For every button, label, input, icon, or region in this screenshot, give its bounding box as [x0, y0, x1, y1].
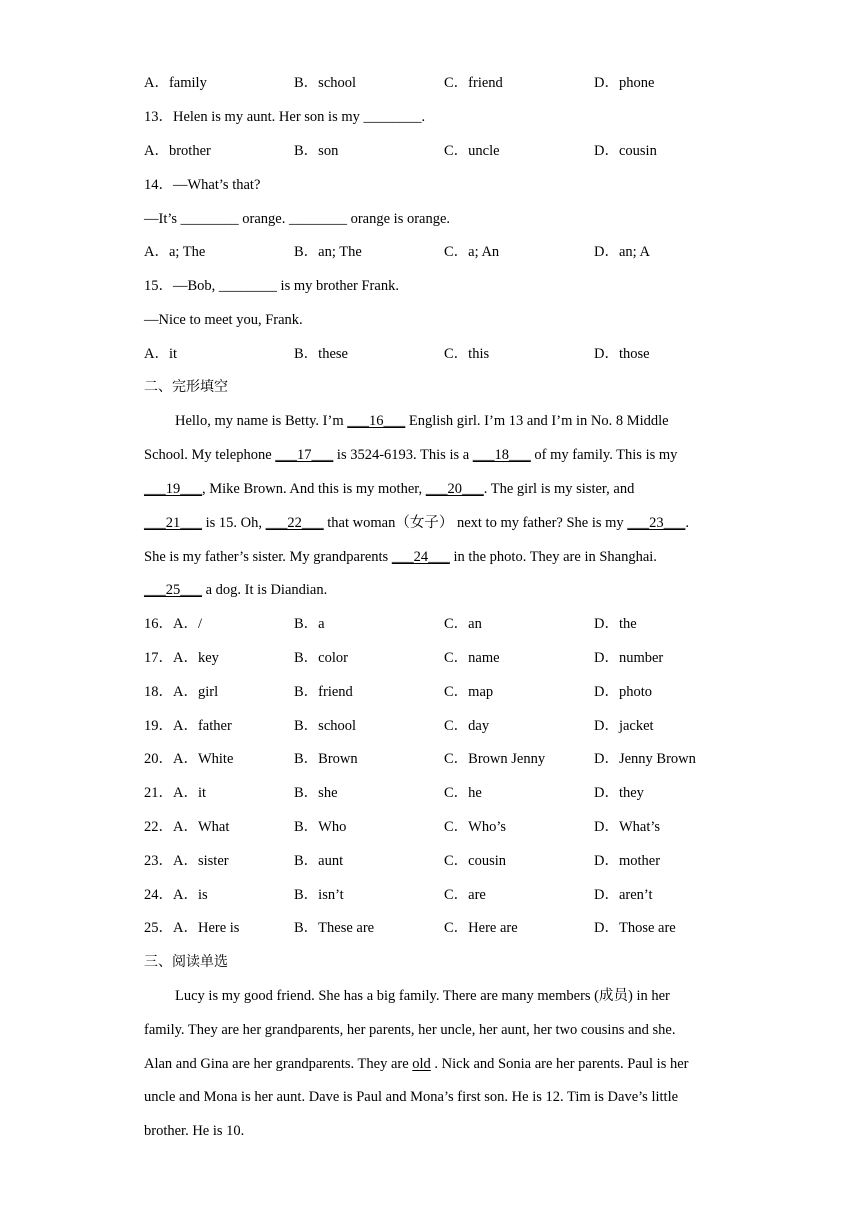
option-a[interactable]: 18．A．girl [144, 684, 219, 700]
option-c[interactable]: C．a; An [444, 244, 500, 260]
option-c[interactable]: C．day [444, 718, 490, 734]
option-a[interactable]: 24．A．is [144, 887, 208, 903]
option-d[interactable]: D．phone [594, 75, 655, 91]
option-b[interactable]: B．an; The [294, 244, 362, 260]
option-b[interactable]: B．son [294, 143, 339, 159]
option-b[interactable]: B．friend [294, 684, 353, 700]
blank-24: ___24___ [391, 549, 450, 565]
option-b[interactable]: B．These are [294, 920, 375, 936]
reading-line-4: uncle and Mona is her aunt. Dave is Paul and Mona’s first son. He is 12. Tim is Dave’s little [144, 1089, 679, 1105]
option-d[interactable]: D．Jenny Brown [594, 751, 696, 767]
blank-18: ___18___ [472, 447, 531, 463]
cloze-line-4: ___21___ is 15. Oh, ___22___ that woman（女子） next to my father? She is my ___23___. [144, 515, 689, 531]
option-d[interactable]: D．those [594, 346, 650, 362]
option-a[interactable]: A．family [144, 75, 207, 91]
option-b[interactable]: B．school [294, 75, 357, 91]
option-d[interactable]: D．cousin [594, 143, 657, 159]
option-b[interactable]: B．Brown [294, 751, 358, 767]
option-d[interactable]: D．photo [594, 684, 652, 700]
option-a[interactable]: 16．A．/ [144, 616, 202, 632]
option-c[interactable]: C．are [444, 887, 486, 903]
option-c[interactable]: C．Here are [444, 920, 518, 936]
option-c[interactable]: C．uncle [444, 143, 500, 159]
q15-stem-2: —Nice to meet you, Frank. [144, 312, 303, 328]
option-b[interactable]: B．aunt [294, 853, 344, 869]
option-c[interactable]: C．Brown Jenny [444, 751, 546, 767]
reading-line-1: Lucy is my good friend. She has a big family. There are many members (成员) in her [175, 988, 670, 1004]
option-d[interactable]: D．an; A [594, 244, 650, 260]
option-d[interactable]: D．Those are [594, 920, 676, 936]
reading-line-3: Alan and Gina are her grandparents. They are old . Nick and Sonia are her parents. Paul is her [144, 1056, 689, 1072]
option-d[interactable]: D．jacket [594, 718, 654, 734]
option-a[interactable]: 21．A．it [144, 785, 207, 801]
option-c[interactable]: C．Who’s [444, 819, 507, 835]
blank-25: ___25___ [144, 582, 202, 598]
blank-19: ___19___ [144, 481, 202, 497]
blank-16: ___16___ [347, 413, 406, 429]
cloze-line-5: She is my father’s sister. My grandparents ___24___ in the photo. They are in Shanghai. [144, 549, 657, 565]
cloze-line-3: ___19___, Mike Brown. And this is my mother, ___20___. The girl is my sister, and [144, 481, 635, 497]
q15-stem: 15．—Bob, ________ is my brother Frank. [144, 278, 399, 294]
cloze-line-6: ___25___ a dog. It is Diandian. [144, 582, 328, 598]
option-d[interactable]: D．What’s [594, 819, 661, 835]
option-b[interactable]: B．she [294, 785, 338, 801]
option-d[interactable]: D．mother [594, 853, 661, 869]
option-b[interactable]: B．Who [294, 819, 347, 835]
q13-stem: 13．Helen is my aunt. Her son is my ________. [144, 109, 426, 125]
option-c[interactable]: C．name [444, 650, 500, 666]
underlined-word-old: old [412, 1056, 431, 1072]
blank-20: ___20___ [425, 481, 484, 497]
option-c[interactable]: C．cousin [444, 853, 507, 869]
option-a[interactable]: A．a; The [144, 244, 206, 260]
cloze-line-2: School. My telephone ___17___ is 3524-6193. This is a ___18___ of my family. This is my [144, 447, 678, 463]
option-a[interactable]: A．it [144, 346, 178, 362]
option-c[interactable]: C．friend [444, 75, 503, 91]
option-a[interactable]: 23．A．sister [144, 853, 229, 869]
option-b[interactable]: B．color [294, 650, 348, 666]
q14-stem: 14．—What’s that? [144, 177, 261, 193]
section-heading-reading: 三、阅读单选 [144, 954, 228, 970]
blank-21: ___21___ [144, 515, 202, 531]
option-a[interactable]: 22．A．What [144, 819, 230, 835]
option-c[interactable]: C．this [444, 346, 490, 362]
option-b[interactable]: B．school [294, 718, 357, 734]
option-b[interactable]: B．these [294, 346, 348, 362]
blank-23: ___23___ [627, 515, 686, 531]
reading-line-5: brother. He is 10. [144, 1123, 245, 1139]
option-d[interactable]: D．number [594, 650, 664, 666]
cloze-line-1: Hello, my name is Betty. I’m ___16___ English girl. I’m 13 and I’m in No. 8 Middle [175, 413, 669, 429]
option-a[interactable]: 20．A．White [144, 751, 234, 767]
option-a[interactable]: 19．A．father [144, 718, 232, 734]
blank-17: ___17___ [275, 447, 334, 463]
q14-stem-2: —It’s ________ orange. ________ orange is orange. [144, 211, 451, 227]
option-c[interactable]: C．he [444, 785, 482, 801]
option-a[interactable]: A．brother [144, 143, 211, 159]
option-a[interactable]: 25．A．Here is [144, 920, 240, 936]
option-d[interactable]: D．aren’t [594, 887, 653, 903]
reading-line-2: family. They are her grandparents, her parents, her uncle, her aunt, her two cousins and she. [144, 1022, 676, 1038]
section-heading-cloze: 二、完形填空 [144, 379, 228, 395]
option-c[interactable]: C．an [444, 616, 482, 632]
option-d[interactable]: D．the [594, 616, 637, 632]
blank-22: ___22___ [265, 515, 324, 531]
option-a[interactable]: 17．A．key [144, 650, 219, 666]
option-c[interactable]: C．map [444, 684, 494, 700]
option-b[interactable]: B．a [294, 616, 325, 632]
option-b[interactable]: B．isn’t [294, 887, 344, 903]
option-d[interactable]: D．they [594, 785, 644, 801]
